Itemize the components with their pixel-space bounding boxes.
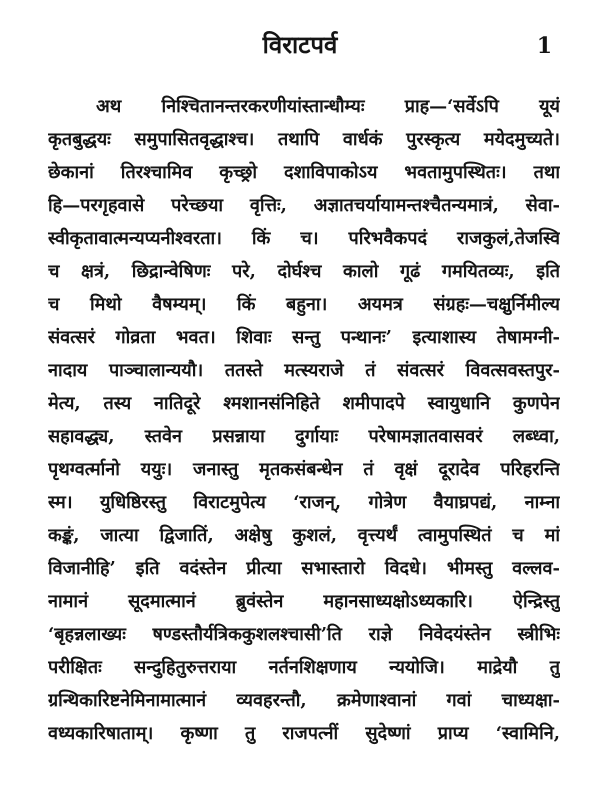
- text-line: च मिथो वैषम्यम्। किं बहुना। अयमत्र संग्रहः—चक्षुर्निमील्य: [48, 294, 560, 315]
- text-line: कृतबुद्धयः समुपासितवृद्धाश्च। तथापि वार्धकं पुरस्कृत्य मयेदमुच्यते।: [48, 129, 560, 150]
- text-line: स्वीकृतावात्मन्यप्यनीश्वरता। किं च। परिभवैकपदं राजकुलं,तेजस्वि: [48, 228, 560, 249]
- text-line: सहावद्ध्य, स्तवेन प्रसन्नाया दुर्गायाः परेषामज्ञातवासवरं लब्ध्वा,: [48, 426, 560, 447]
- page-header: [0, 22, 600, 62]
- text-line: नामानं सूदमात्मानं ब्रुवंस्तेन महानसाध्यक्षोऽध्यकारि। ऐन्द्रिस्तु: [48, 591, 560, 612]
- text-line: वध्यकारिषाताम्। कृष्णा तु राजपत्नीं सुदेष्णां प्राप्य ‘स्वामिनि,: [48, 723, 560, 744]
- text-line: मेत्य, तस्य नातिदूरे श्मशानसंनिहिते शमीपादपे स्वायुधानि कुणपेन: [48, 393, 560, 414]
- text-line: च क्षत्रं, छिद्रान्वेषिणः परे, दोर्घश्च कालो गूढं गमयितव्यः, इति: [48, 261, 560, 282]
- text-line: कङ्कं, जात्या द्विजातिं, अक्षेषु कुशलं, वृत्त्यर्थं त्वामुपस्थितं च मां: [48, 525, 560, 546]
- text-line: पृथग्वर्त्मानो ययुः। जनास्तु मृतकसंबन्धेन तं वृक्षं दूरादेव परिहरन्ति: [48, 459, 560, 480]
- text-line: अथ निश्चितानन्तरकरणीयांस्तान्धौम्यः प्राह—‘सर्वेऽपि यूयं: [96, 96, 560, 117]
- page-number: 1: [536, 33, 552, 59]
- text-line: स्म। युधिष्ठिरस्तु विराटमुपेत्य ‘राजन्, गोत्रेण वैयाघ्रपद्यं, नाम्ना: [48, 492, 560, 513]
- text-line: नादाय पाञ्चालान्ययौ। ततस्ते मत्स्यराजे तं संवत्सरं विवत्सवस्तपुर-: [48, 360, 560, 381]
- text-line: ग्रन्थिकारिष्टनेमिनामात्मानं व्यवहरन्तौ, क्रमेणाश्वानां गवां चाध्यक्षा-: [48, 690, 560, 711]
- text-line: छेकानां तिरश्चामिव कृच्छ्रो दशाविपाकोऽय भवतामुपस्थितः। तथा: [48, 162, 560, 183]
- body-text: [48, 90, 560, 750]
- text-line: परीक्षितः सन्दुहितुरुत्तराया नर्तनशिक्षणाय न्ययोजि। माद्रेयौ तु: [48, 657, 560, 678]
- page-title: विराटपर्व: [262, 30, 338, 59]
- text-line: ‘बृहन्नलाख्यः षण्डस्तौर्यत्रिककुशलश्चासी’ति राज्ञे निवेदयंस्तेन स्त्रीभिः: [48, 624, 560, 645]
- text-line: विजानीहि’ इति वदंस्तेन प्रीत्या सभास्तारो विदधे। भीमस्तु वल्लव-: [48, 558, 560, 579]
- text-line: हि—परगृहवासे परेच्छया वृत्तिः, अज्ञातचर्यायामन्तश्चैतन्यमात्रं, सेवा-: [48, 195, 560, 216]
- text-line: संवत्सरं गोव्रता भवत। शिवाः सन्तु पन्थानः’ इत्याशास्य तेषामग्नी-: [48, 327, 560, 348]
